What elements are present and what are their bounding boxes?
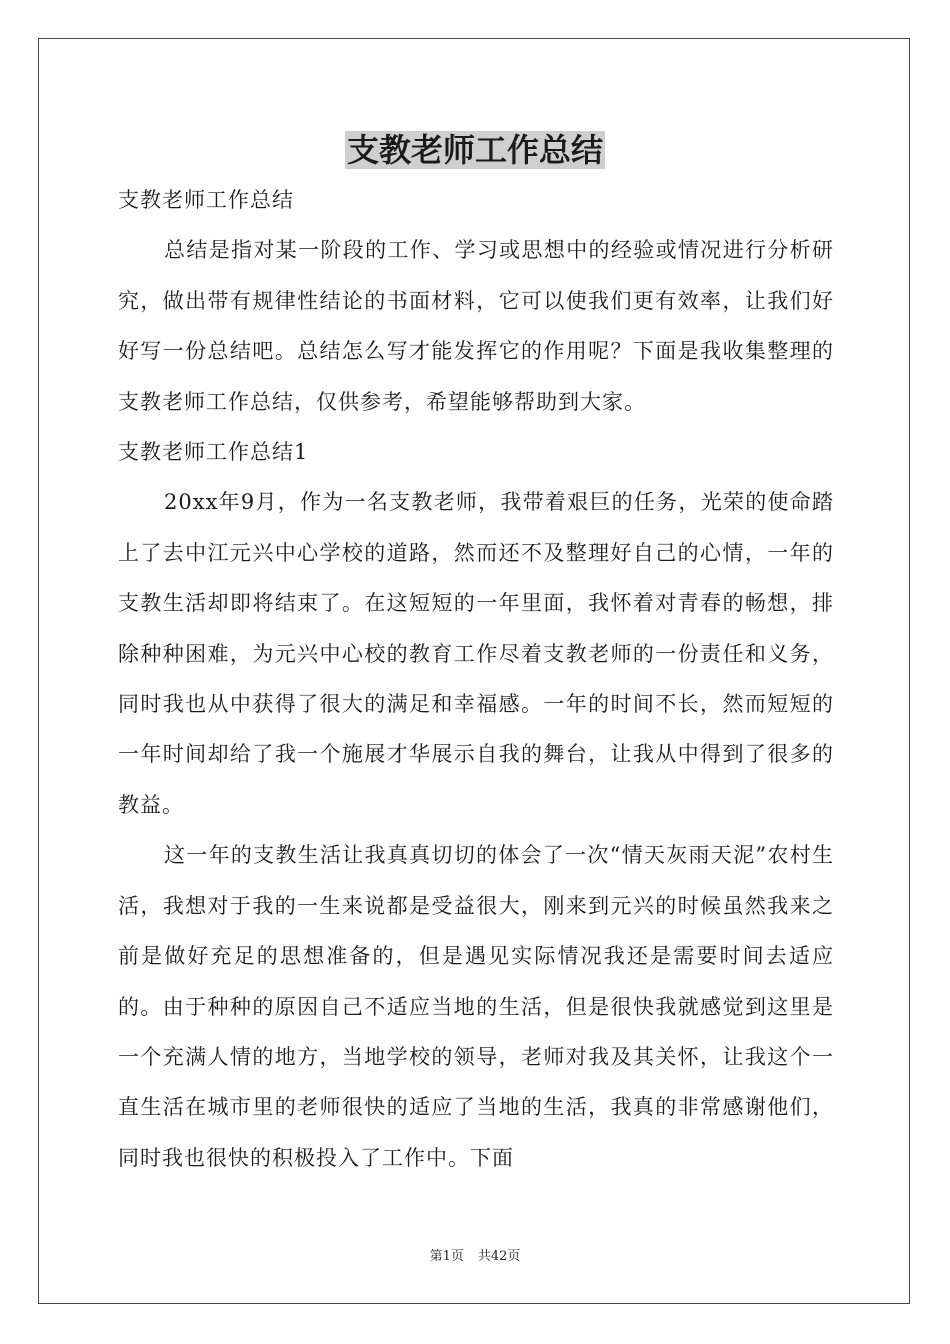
document-body <box>118 175 834 1183</box>
total-pages: 共42页 <box>477 1249 521 1264</box>
section-heading: 支教老师工作总结 <box>118 188 294 212</box>
page-number: 第1页 <box>429 1249 464 1264</box>
page-footer <box>0 1245 950 1264</box>
body-paragraph: 这一年的支教生活让我真真切切的体会了一次“情天灰雨天泥”农村生活，我想对于我的一生来说都是受益很大，刚来到元兴的时候虽然我来之前是做好充足的思想准备的，但是遇见实际情况我还是需要时间去适应的。由于种种的原因自己不适应当地的生活，但是很快我就感觉到这里是一个充满人情的地方，当地学校的领导，老师对我及其关怀，让我这个一直生活在城市里的老师很快的适应了当地的生活，我真的非常感谢他们，同时我也很快的积极投入了工作中。下面 <box>118 843 834 1170</box>
section-heading: 支教老师工作总结1 <box>118 440 309 465</box>
document-title: 支教老师工作总结 <box>346 131 603 169</box>
intro-paragraph: 总结是指对某一阶段的工作、学习或思想中的经验或情况进行分析研究，做出带有规律性结论的书面材料，它可以使我们更有效率，让我们好好写一份总结吧。总结怎么写才能发挥它的作用呢？下面是我收集整理的支教老师工作总结，仅供参考，希望能够帮助到大家。 <box>118 238 834 414</box>
body-paragraph: 20xx年9月，作为一名支教老师，我带着艰巨的任务，光荣的使命踏上了去中江元兴中心学校的道路，然而还不及整理好自己的心情，一年的支教生活却即将结束了。在这短短的一年里面，我怀着对青春的畅想，排除种种困难，为元兴中心校的教育工作尽着支教老师的一份责任和义务，同时我也从中获得了很大的满足和幸福感。一年的时间不长，然而短短的一年时间却给了我一个施展才华展示自我的舞台，让我从中得到了很多的教益。 <box>118 490 834 817</box>
